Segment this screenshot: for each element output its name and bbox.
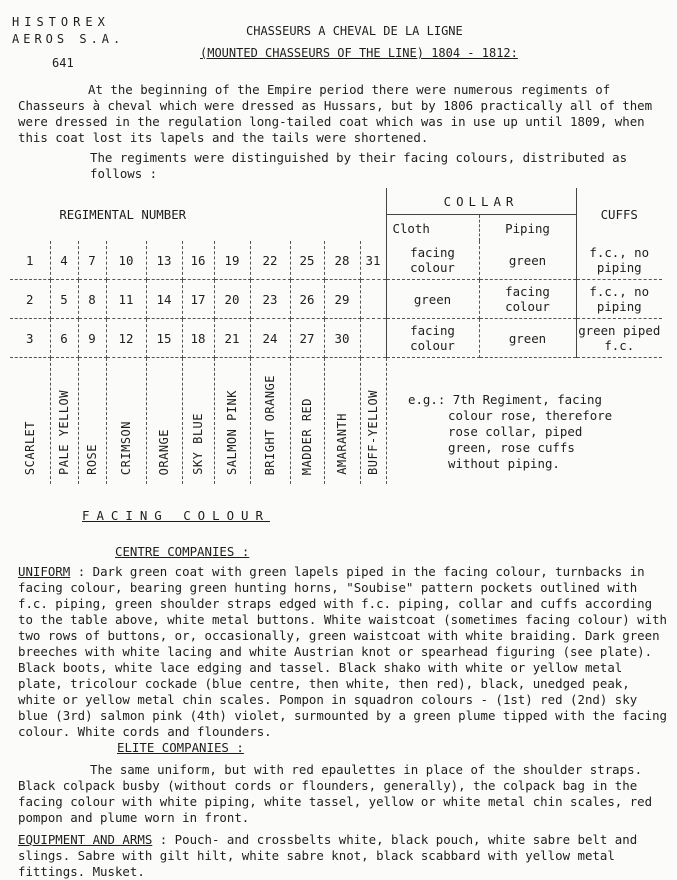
intro-paragraph — [18, 82, 668, 146]
colour-name-cell — [146, 358, 182, 485]
example-note — [408, 392, 668, 472]
regiment-number: 31 — [360, 241, 386, 280]
colour-name-cell — [324, 358, 360, 485]
regiment-number: 24 — [250, 319, 290, 358]
cuffs-cell: f.c., no piping — [576, 241, 662, 280]
colour-name-cell — [290, 358, 324, 485]
uniform-paragraph — [18, 564, 668, 740]
regiment-number: 12 — [106, 319, 146, 358]
regiment-number: 5 — [50, 280, 78, 319]
page-subtitle: (MOUNTED CHASSEURS OF THE LINE) 1804 - 1812: — [200, 46, 518, 60]
regiment-number: 28 — [324, 241, 360, 280]
colour-name: ORANGE — [157, 428, 171, 475]
collar-cloth-cell: green — [386, 280, 479, 319]
colour-name-cell — [250, 358, 290, 485]
intro-text: At the beginning of the Empire period there were numerous regiments of Chasseurs à cheval which were dressed as Hussars, but by 1806 practically all of them were dressed in the regulation long-tailed coat which was in use up until 1809, when this coat lost its lapels and the tails were shortened. — [18, 82, 653, 145]
collar-cloth-cell: facing colour — [386, 241, 479, 280]
example-line: without piping. — [448, 456, 560, 471]
regiment-number: 20 — [214, 280, 250, 319]
piping-header: Piping — [479, 215, 576, 242]
regiment-number: 25 — [290, 241, 324, 280]
regiment-number: 18 — [182, 319, 214, 358]
example-line: colour rose, therefore — [448, 408, 613, 423]
collar-piping-cell: facing colour — [479, 280, 576, 319]
regiment-number: 19 — [214, 241, 250, 280]
table-row — [10, 241, 662, 280]
collar-piping-cell: green — [479, 241, 576, 280]
colour-name: SCARLET — [22, 420, 37, 475]
regiment-number: 17 — [182, 280, 214, 319]
cloth-header: Cloth — [386, 215, 479, 242]
centre-companies-heading: CENTRE COMPANIES : — [115, 544, 250, 559]
regiment-number: 27 — [290, 319, 324, 358]
row-label: 2 — [10, 280, 50, 319]
colour-name-cell — [50, 358, 78, 485]
colour-name-cell — [182, 358, 214, 485]
regiment-number: 29 — [324, 280, 360, 319]
colour-name: CRIMSON — [119, 420, 133, 475]
colour-name: ROSE — [85, 444, 99, 475]
distribution-text: The regiments were distinguished by their facing colours, distributed as follows : — [90, 150, 628, 181]
table-row — [10, 319, 662, 358]
elite-text: The same uniform, but with red epaulettes in place of the shoulder straps. Black colpack busby (without cords or flounders, generally), the colpack bag in the facing colour with white piping, white tassel, yellow or white metal chin scales, red pompon and plume worn in front. — [18, 762, 653, 825]
regiment-number: 23 — [250, 280, 290, 319]
uniform-text: : Dark green coat with green lapels piped in the facing colour, turnbacks in facing colour, bearing green hunting horns, "Soubise" pattern pockets outlined with f.c. piping, green shoulder straps edged with f.c. piping, collar and cuffs according to the table above, white metal buttons. White waistcoat (sometimes facing colour) with two rows of buttons, or, occasionally, green waistcoat with white braiding. Dark green breeches with white lacing and white Austrian knot or spearhead figuring (see plate). Black boots, white lace edging and tassel. Black shako with white or yellow metal plate, tricolour cockade (blue centre, then white, then red), black, unedged peak, white or yellow metal chin scales. Pompon in squadron colours - (1st) red (2nd) sky blue (3rd) salmon pink (4th) violet, surmounted by a green plume tipped with the facing colour. White cords and flounders. — [18, 564, 668, 739]
collar-piping-cell: green — [479, 319, 576, 358]
facing-colour-label: FACING COLOUR — [82, 508, 270, 523]
collar-cloth-cell: facing colour — [386, 319, 479, 358]
regiment-number — [360, 280, 386, 319]
brand-name: HISTOREX — [12, 15, 110, 29]
table-row — [10, 280, 662, 319]
colour-name: BUFF-YELLOW — [366, 390, 380, 475]
regiment-number: 30 — [324, 319, 360, 358]
regiment-number: 8 — [78, 280, 106, 319]
cuffs-cell: f.c., no piping — [576, 280, 662, 319]
colour-name: BRIGHT ORANGE — [263, 374, 277, 475]
row-label: 1 — [10, 241, 50, 280]
colour-name: SKY BLUE — [191, 413, 205, 475]
elite-paragraph — [18, 762, 668, 826]
regimental-number-header: REGIMENTAL NUMBER — [59, 207, 187, 222]
colour-name-cell — [214, 358, 250, 485]
page-title: CHASSEURS A CHEVAL DE LA LIGNE — [246, 24, 463, 38]
regiment-number: 22 — [250, 241, 290, 280]
uniform-label: UNIFORM — [18, 564, 71, 579]
colour-name: SALMON PINK — [225, 390, 239, 475]
regiment-number: 16 — [182, 241, 214, 280]
cuffs-header: CUFFS — [600, 207, 638, 222]
colour-name-cell — [78, 358, 106, 485]
equipment-label: EQUIPMENT AND ARMS — [18, 832, 153, 847]
colour-name-cell — [10, 358, 50, 485]
regiment-number: 21 — [214, 319, 250, 358]
colour-name: PALE YELLOW — [57, 390, 71, 475]
regiment-number: 15 — [146, 319, 182, 358]
row-label: 3 — [10, 319, 50, 358]
regiment-number: 7 — [78, 241, 106, 280]
brand-company: AEROS S.A. — [12, 32, 125, 46]
regiment-number: 11 — [106, 280, 146, 319]
example-line: rose collar, piped — [448, 424, 583, 439]
cuffs-cell: green piped f.c. — [576, 319, 662, 358]
regiment-number: 6 — [50, 319, 78, 358]
colour-name: MADDER RED — [300, 397, 314, 475]
brand-block — [12, 14, 124, 48]
page-number: 641 — [52, 56, 74, 70]
regiment-number: 4 — [50, 241, 78, 280]
example-line: green, rose cuffs — [448, 440, 575, 455]
collar-header: COLLAR — [386, 188, 576, 215]
colour-name-cell — [106, 358, 146, 485]
regiment-number — [360, 319, 386, 358]
equipment-paragraph — [18, 832, 673, 880]
regiment-number: 14 — [146, 280, 182, 319]
table-header-row — [10, 188, 662, 215]
regiment-number: 26 — [290, 280, 324, 319]
elite-companies-heading: ELITE COMPANIES : — [117, 740, 244, 755]
colour-name-cell — [360, 358, 386, 485]
regiment-number: 13 — [146, 241, 182, 280]
example-line: e.g.: 7th Regiment, facing — [408, 392, 602, 407]
colour-name: AMARANTH — [335, 413, 349, 475]
regiment-number: 10 — [106, 241, 146, 280]
regiment-number: 9 — [78, 319, 106, 358]
equipment-text: : Pouch- and crossbelts white, black pouch, white sabre belt and slings. Sabre with gilt hilt, white sabre knot, black scabbard with yellow metal fittings. Musket. — [18, 832, 638, 879]
